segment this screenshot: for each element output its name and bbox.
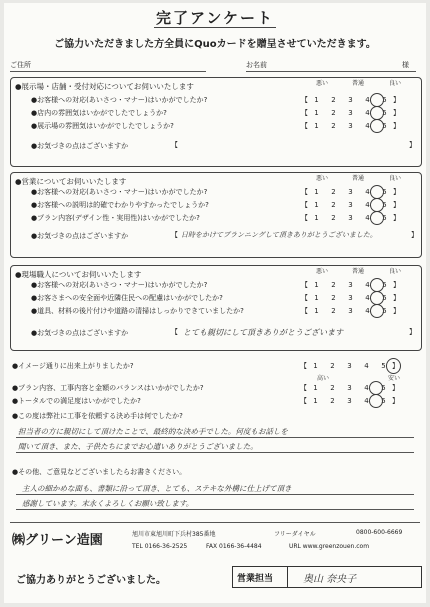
scale-good-label: 良い — [389, 268, 402, 275]
company-tel[interactable]: TEL 0166-36-2525 — [132, 543, 188, 550]
company-url[interactable]: URL www.greenzouen.com — [289, 543, 370, 550]
address-line[interactable] — [10, 71, 206, 72]
question-craftsmen-2: ●お客さまへの安全面や近隣住民への配慮はいかがでしたか? — [31, 294, 223, 302]
scale-sales-2[interactable]: 【 1 2 3 4 5 】 — [301, 201, 400, 209]
question-reason: ●この度は弊社に工事を依頼する決め手は何でしたか? — [12, 412, 183, 420]
question-image-match: ●イメージ通りに出来上がりましたか? — [12, 362, 134, 370]
comment-label-craftsmen: ●お気づきの点はございますか — [31, 329, 129, 337]
question-craftsmen-1: ●お客様への対応(あいさつ・マナー)はいかがでしたか? — [31, 281, 208, 289]
title-underline — [154, 27, 276, 28]
comment-label-sales: ●お気づきの点はございますか — [31, 232, 129, 240]
comment-bracket-close: 】 — [411, 231, 418, 239]
answer-circle — [370, 119, 384, 133]
comment-bracket-open: 【 — [171, 328, 178, 336]
comment-craftsmen-handwritten: とても親切にして頂きありがとうございます — [183, 328, 343, 337]
question-reception-2: ●店内の雰囲気はいかがでしたでしょうか? — [31, 109, 167, 117]
comment-sales-handwritten: 日時をかけてプランニングして頂きありがとうございました。 — [181, 231, 377, 239]
footer-divider — [10, 522, 420, 523]
sales-rep-box — [232, 566, 422, 588]
scale-image-match[interactable]: 【 1 2 3 4 5 】 — [300, 362, 399, 370]
answer-circle — [369, 394, 383, 408]
answer-circle — [369, 381, 383, 395]
question-sales-1: ●お客様への対応(あいさつ・マナー)はいかがでしたか? — [31, 188, 208, 196]
reason-line-2 — [16, 452, 414, 453]
answer-circle — [370, 198, 384, 212]
answer-circle — [370, 291, 384, 305]
reason-line-1 — [16, 437, 414, 438]
section-sales — [10, 172, 422, 258]
address-label: ご住所 — [10, 61, 31, 69]
scale-craftsmen-3[interactable]: 【 1 2 3 4 5 】 — [301, 307, 400, 315]
scale-bad-label: 悪い — [316, 175, 329, 182]
name-line[interactable] — [246, 71, 416, 72]
answer-circle — [370, 211, 384, 225]
scale-craftsmen-2[interactable]: 【 1 2 3 4 5 】 — [301, 294, 400, 302]
survey-sheet — [4, 3, 426, 603]
company-address: 旭川市東旭川町下兵村385番地 — [132, 531, 216, 538]
section-craftsmen — [10, 265, 422, 351]
section-craftsmen-header: ●現場職人についてお伺いいたします — [15, 270, 142, 279]
scale-total-satisfaction[interactable]: 【 1 2 3 4 5 】 — [300, 397, 399, 405]
scale-good-label: 良い — [389, 175, 402, 182]
answer-circle — [370, 278, 384, 292]
section-reception-header: ●展示場・店舗・受付対応についてお伺いいたします — [15, 82, 194, 91]
question-sales-2: ●お客様への説明は的確でわかりやすかったでしょうか? — [31, 201, 209, 209]
sales-rep-name: 奥山 奈央子 — [303, 574, 357, 585]
scale-bad-label: 悪い — [316, 268, 329, 275]
comment-bracket-open: 【 — [171, 141, 178, 149]
page-subtitle: ご協力いただきました方全員にQuoカードを贈呈させていただきます。 — [54, 39, 376, 50]
comment-bracket-open: 【 — [171, 231, 178, 239]
scale-normal-label: 普通 — [352, 268, 365, 275]
opinion-answer-line-1: 主人の細かめな面も、書類に沿って頂き、とても、ステキな外構に仕上げて頂き — [22, 484, 292, 493]
scale-normal-label: 普通 — [352, 80, 365, 87]
thanks-message: ご協力ありがとうございました。 — [16, 575, 166, 586]
answer-circle — [370, 93, 384, 107]
scale-craftsmen-1[interactable]: 【 1 2 3 4 5 】 — [301, 281, 400, 289]
scale-bad-label: 悪い — [316, 80, 329, 87]
sales-box-divider — [287, 567, 288, 587]
sales-label: 営業担当 — [237, 574, 274, 584]
scale-reception-1[interactable]: 【 1 2 3 4 5 】 — [301, 96, 400, 104]
answer-circle — [370, 304, 384, 318]
question-reception-3: ●展示場の雰囲気はいかがでしたでしょうか? — [31, 122, 174, 130]
comment-bracket-close: 】 — [409, 328, 416, 336]
opinion-line-1 — [16, 494, 414, 495]
scale-reception-3[interactable]: 【 1 2 3 4 5 】 — [301, 122, 400, 130]
scale-high-label: 高い — [317, 375, 330, 382]
answer-circle — [386, 358, 401, 374]
page-title: 完了アンケート — [155, 9, 275, 27]
company-name: ㈱グリーン造園 — [12, 533, 103, 548]
scale-normal-label: 普通 — [352, 175, 365, 182]
name-label: お名前 — [246, 61, 267, 69]
scale-cheap-label: 安い — [388, 375, 401, 382]
scale-price-balance[interactable]: 【 1 2 3 4 5 】 — [300, 384, 399, 392]
scale-sales-3[interactable]: 【 1 2 3 4 5 】 — [301, 214, 400, 222]
question-opinion: ●その他、ご意見などございましたらお書きください。 — [12, 468, 187, 476]
free-dial-number[interactable]: 0800-600-6669 — [356, 529, 403, 536]
reason-answer-line-1: 担当者の方に親切にして頂けたことで、最終的な決め手でした。何度もお話しを — [18, 427, 288, 436]
answer-circle — [370, 106, 384, 120]
opinion-line-2 — [16, 509, 414, 510]
question-total-satisfaction: ●トータルでの満足度はいかがでしたか? — [12, 397, 141, 405]
question-price-balance: ●プラン内容、工事内容と金額のバランスはいかがでしたか? — [12, 384, 204, 392]
question-reception-1: ●お客様への対応(あいさつ・マナー)はいかがでしたか? — [31, 96, 208, 104]
company-fax: FAX 0166-36-4484 — [206, 543, 262, 550]
scale-good-label: 良い — [389, 80, 402, 87]
comment-label-reception: ●お気づきの点はございますか — [31, 142, 129, 150]
section-reception — [10, 77, 422, 167]
scale-sales-1[interactable]: 【 1 2 3 4 5 】 — [301, 188, 400, 196]
reason-answer-line-2: 聞いて頂き、また、子供たちにまでお心遣いありがとうございました。 — [18, 442, 258, 451]
comment-bracket-close: 】 — [409, 141, 416, 149]
honorific-label: 様 — [402, 61, 409, 69]
scale-reception-2[interactable]: 【 1 2 3 4 5 】 — [301, 109, 400, 117]
question-sales-3: ●プラン内容(デザイン性・実用性)はいかがでしたか? — [31, 214, 200, 222]
free-dial-label: フリーダイヤル — [274, 531, 316, 538]
section-sales-header: ●営業についてお伺いいたします — [15, 177, 127, 186]
answer-circle — [370, 185, 384, 199]
question-craftsmen-3: ●道具、材料の後片付けや道路の清掃はしっかりできていましたか? — [31, 307, 244, 315]
opinion-answer-line-2: 感謝しています。末永くよろしくお願い致します。 — [22, 499, 194, 508]
